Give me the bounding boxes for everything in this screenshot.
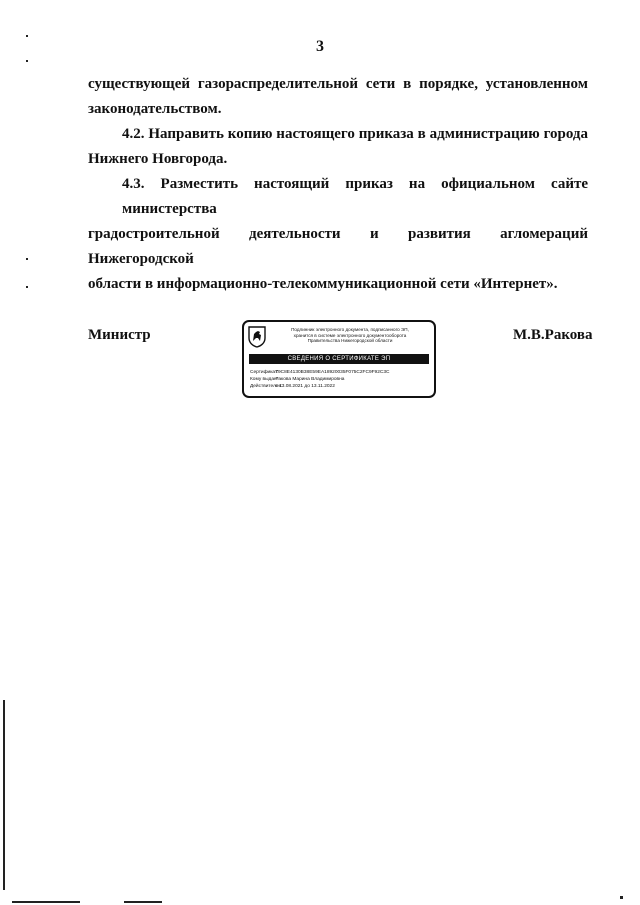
stamp-header-line-3: Правительства Нижегородской области (307, 338, 393, 344)
paragraph-1-line-1: существующей газораспределительной сети в порядке, установленном (88, 76, 588, 92)
valid-label: Действителен: (250, 384, 283, 389)
paragraph-1 (88, 72, 588, 122)
valid-value: с 13.08.2021 до 13.11.2022 (275, 384, 335, 389)
stamp-header-line-1: Подлинник электронного документа, подписанного ЭП, (291, 327, 409, 332)
scan-bottom-line (12, 901, 80, 903)
stamp-band: СВЕДЕНИЯ О СЕРТИФИКАТЕ ЭП (249, 354, 429, 364)
paragraph-3-line-1: 4.3. Разместить настоящий приказ на официальном сайте министерства (122, 176, 588, 217)
scan-bottom-line (124, 901, 162, 903)
signatory-name: М.В.Ракова (513, 327, 593, 343)
scan-dot (26, 286, 28, 288)
page-number: 3 (316, 38, 324, 55)
stamp-header (268, 327, 432, 344)
paragraph-3-line-2: градостроительной деятельности и развития агломераций Нижегородской (88, 226, 588, 267)
signatory-title: Министр (88, 327, 151, 343)
paragraph-3 (88, 172, 588, 297)
scan-dot (26, 258, 28, 260)
issued-to-row (250, 376, 432, 383)
issued-to-label: Кому выдан: (250, 377, 278, 382)
issued-to-value: Ракова Марина Владимировна (275, 377, 345, 382)
scan-dot (26, 60, 28, 62)
stamp-header-line-2: хранится в системе электронного документооборота (293, 332, 407, 338)
scan-edge-line (3, 700, 5, 890)
e-signature-stamp (242, 320, 436, 398)
certificate-label: Сертификат: (250, 370, 279, 375)
stamp-details (250, 369, 432, 390)
paragraph-1-line-2: законодательством. (88, 101, 222, 117)
scan-dot (620, 896, 623, 899)
paragraph-2-line-2: Нижнего Новгорода. (88, 151, 228, 167)
paragraph-2-line-1: 4.2. Направить копию настоящего приказа в администрацию города (122, 126, 588, 142)
paragraph-2 (88, 122, 588, 172)
coat-of-arms-icon (248, 326, 266, 348)
certificate-value: 79C8E4130B38E59EA18920035F075C2FC9F92C3C (275, 370, 390, 375)
certificate-row (250, 369, 432, 376)
valid-row (250, 383, 432, 390)
scan-dot (26, 35, 28, 37)
paragraph-3-line-3: области в информационно-телекоммуникационной сети «Интернет». (88, 276, 558, 292)
